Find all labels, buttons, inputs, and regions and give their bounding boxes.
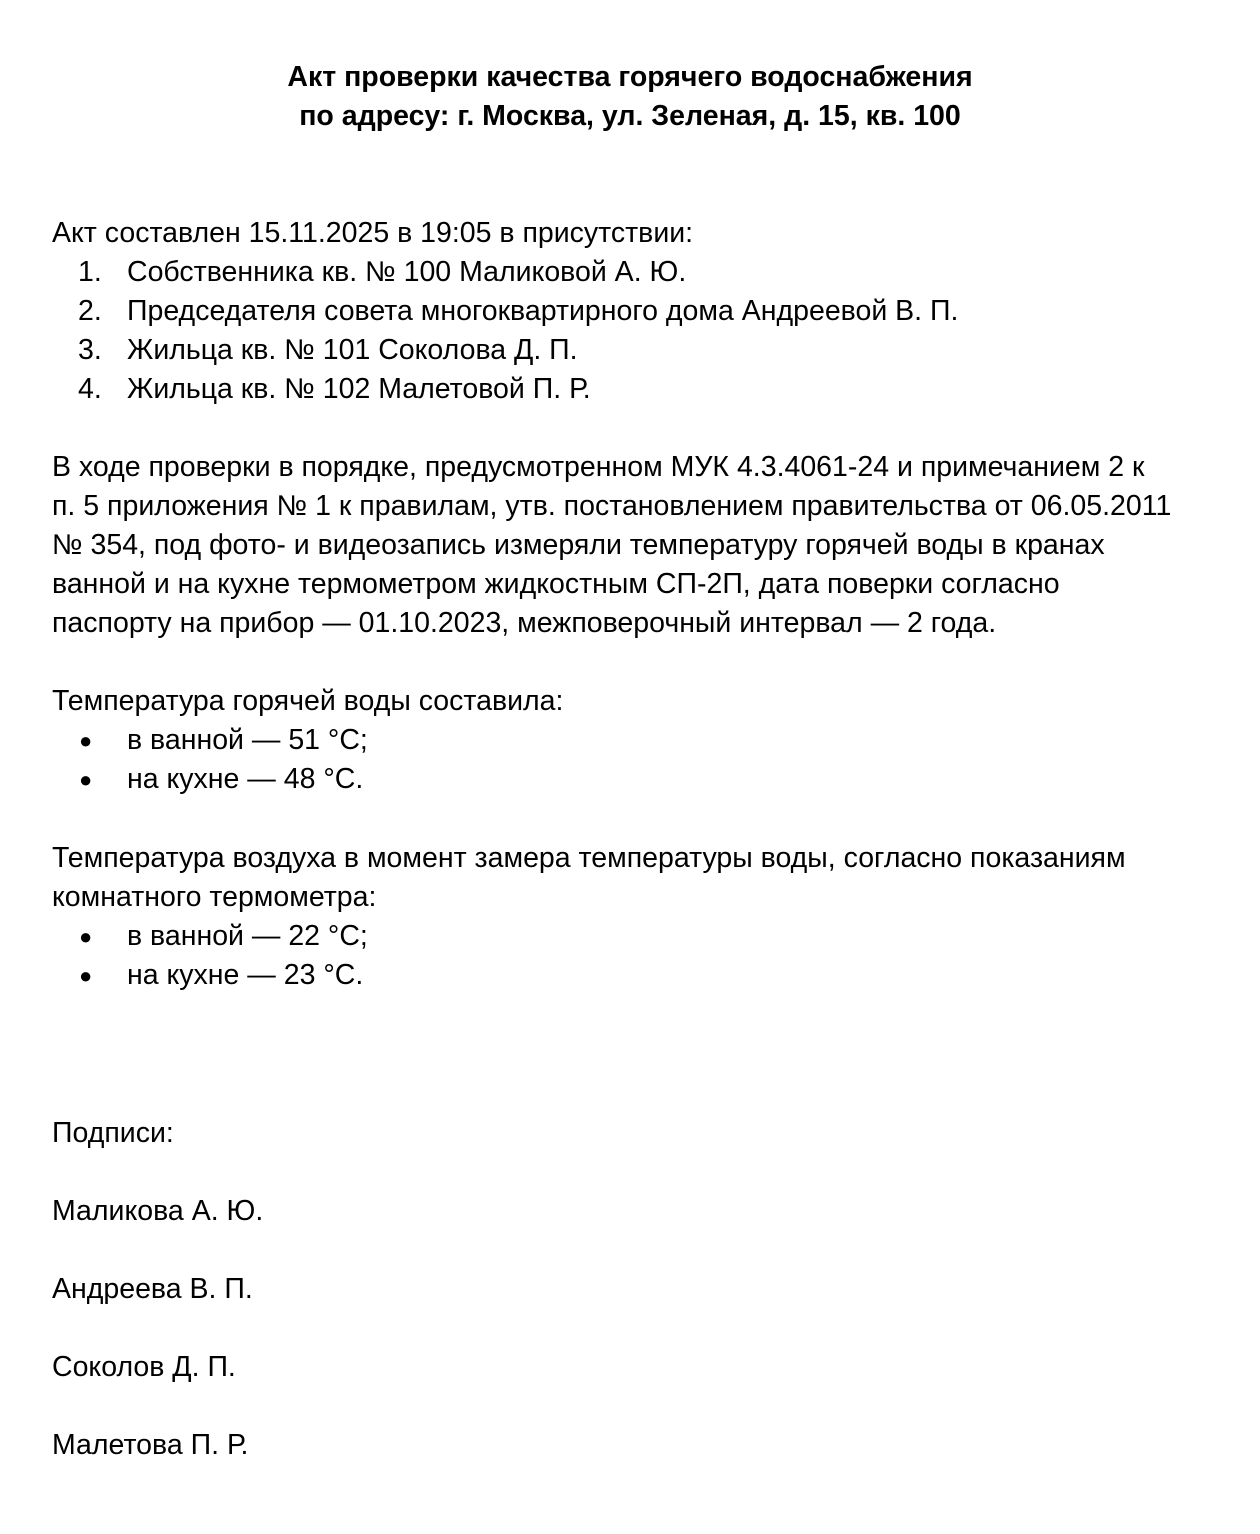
- signature-name: Малетова П. Р.: [52, 1429, 249, 1461]
- list-item: [52, 760, 1232, 799]
- list-number: 1.: [78, 256, 102, 288]
- paragraph-line: п. 5 приложения № 1 к правилам, утв. постановлением правительства от 06.05.2011: [52, 490, 1172, 522]
- water-temp-value: в ванной — 51 °C;: [127, 724, 368, 756]
- water-temp-list: [52, 721, 1232, 799]
- water-temp-value: на кухне — 48 °C.: [127, 763, 364, 795]
- attendee-text: Жильца кв. № 102 Малетовой П. Р.: [127, 373, 591, 405]
- signature-block: [52, 1348, 1232, 1387]
- document-title: [0, 58, 1260, 136]
- list-number: 3.: [78, 334, 102, 366]
- signature-block: [52, 1270, 1232, 1309]
- paragraph-line: № 354, под фото- и видеозапись измеряли температуру горячей воды в кранах: [52, 529, 1105, 561]
- air-temperature-section: [52, 839, 1232, 995]
- signature-block: [52, 1426, 1232, 1465]
- list-item: [52, 331, 1232, 370]
- signature-name: Соколов Д. П.: [52, 1351, 236, 1383]
- list-item: [52, 292, 1232, 331]
- attendee-text: Жильца кв. № 101 Соколова Д. П.: [127, 334, 578, 366]
- bullet-icon: ●: [79, 767, 93, 792]
- air-temp-heading-line: Температура воздуха в момент замера температуры воды, согласно показаниям: [52, 842, 1126, 874]
- water-temp-heading: Температура горячей воды составила:: [52, 685, 564, 717]
- signature-block: [52, 1192, 1232, 1231]
- list-item: [52, 917, 1232, 956]
- attendee-text: Председателя совета многоквартирного дома Андреевой В. П.: [127, 295, 959, 327]
- title-line-2: по адресу: г. Москва, ул. Зеленая, д. 15, кв. 100: [299, 100, 961, 132]
- paragraph-line: паспорту на прибор — 01.10.2023, межповерочный интервал — 2 года.: [52, 607, 997, 639]
- air-temp-list: [52, 917, 1232, 995]
- procedure-paragraph: [52, 448, 1232, 643]
- signatures-heading: Подписи:: [52, 1117, 174, 1149]
- air-temp-heading-line: комнатного термометра:: [52, 881, 377, 913]
- air-temp-value: на кухне — 23 °C.: [127, 959, 364, 991]
- intro-text: Акт составлен 15.11.2025 в 19:05 в присутствии:: [52, 217, 694, 249]
- list-number: 4.: [78, 373, 102, 405]
- air-temp-value: в ванной — 22 °C;: [127, 920, 368, 952]
- signatures-heading-block: [52, 1114, 1232, 1153]
- bullet-icon: ●: [79, 924, 93, 949]
- signature-name: Андреева В. П.: [52, 1273, 253, 1305]
- bullet-icon: ●: [79, 963, 93, 988]
- list-item: [52, 956, 1232, 995]
- attendance-section: [52, 214, 1232, 409]
- signature-name: Маликова А. Ю.: [52, 1195, 264, 1227]
- attendee-text: Собственника кв. № 100 Маликовой А. Ю.: [127, 256, 687, 288]
- attendees-list: [52, 253, 1232, 409]
- water-temperature-section: [52, 682, 1232, 799]
- list-number: 2.: [78, 295, 102, 327]
- paragraph-line: В ходе проверки в порядке, предусмотренном МУК 4.3.4061-24 и примечанием 2 к: [52, 451, 1145, 483]
- title-line-1: Акт проверки качества горячего водоснабжения: [287, 61, 973, 93]
- bullet-icon: ●: [79, 728, 93, 753]
- list-item: [52, 370, 1232, 409]
- list-item: [52, 253, 1232, 292]
- list-item: [52, 721, 1232, 760]
- paragraph-line: ванной и на кухне термометром жидкостным СП-2П, дата поверки согласно: [52, 568, 1060, 600]
